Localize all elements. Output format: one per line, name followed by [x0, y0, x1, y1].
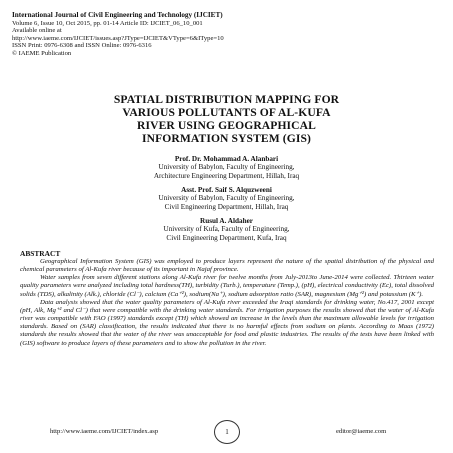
volume-info: Volume 6, Issue 10, Oct 2015, pp. 01-14 Article ID: IJCIET_06_10_001	[12, 19, 203, 27]
abstract-body	[20, 258, 434, 348]
abstract-heading: ABSTRACT	[20, 249, 61, 258]
issn-info: ISSN Print: 0976-6308 and ISSN Online: 0976-6316	[12, 42, 152, 50]
journal-title: International Journal of Civil Engineering and Technology (IJCIET)	[12, 11, 223, 19]
title-line: SPATIAL DISTRIBUTION MAPPING FOR	[113, 93, 340, 106]
issue-url[interactable]: http://www.iaeme.com/IJCIET/issues.asp?JType=IJCIET&VType=6&IType=10	[12, 34, 224, 42]
title-line: RIVER USING GEOGRAPHICAL	[137, 119, 316, 132]
author-affiliation: Civil Engineering Department, Hillah, Iraq	[164, 202, 289, 211]
author-affiliation: University of Babylon, Faculty of Engineering,	[158, 194, 295, 203]
title-line: INFORMATION SYSTEM (GIS)	[141, 132, 312, 145]
author-name: Asst. Prof. Saif S. Alquzweeni	[181, 186, 272, 194]
abstract-paragraph: Geographical Information System (GIS) was employed to produce layers represent the nature of the spatial distribution of the physical and chemical parameters of Al-Kufa river because of its important in Najaf province.	[20, 258, 434, 274]
author-affiliation: University of Kufa, Faculty of Engineering,	[163, 225, 290, 234]
author-affiliation: Civil Engineering Department, Kufa, Iraq	[166, 233, 287, 242]
title-line: VARIOUS POLLUTANTS OF AL-KUFA	[122, 106, 331, 119]
author-block	[60, 155, 393, 180]
paper-title	[30, 93, 423, 145]
abstract-paragraph: Data analysis showed that the water quality parameters of Al-Kufa river exceeded the Iraqi standards for drinking water, No.417, 2001 except (pH, Alk, Mg⁺² and Cl⁻) that were compatible with the drinking water standards. For irrigation purposes the results showed that the water of Al-Kufa river was compatible with FAO (1997) standards except (TH) which showed an increase in the levels than the maximum allowable levels for irrigation standards. Based on (SAR) classification, the results indicated that there is no harmful effects from sodium on plants. According to Maas (1972) standards the results showed that the water of the river was unacceptable for food and plastic industries. The results of the tests have been linked with (GIS) software to produce layers of these parameters and to show the pollution in the river.	[20, 298, 434, 347]
page-number: 1	[214, 420, 240, 444]
author-block	[60, 217, 393, 242]
author-affiliation: University of Babylon, Faculty of Engineering,	[158, 163, 295, 172]
author-name: Rusul A. Aldaher	[200, 217, 253, 225]
author-name: Prof. Dr. Mohammad A. Alanbari	[174, 155, 279, 163]
journal-header	[12, 12, 442, 58]
abstract-paragraph: Water samples from seven different stations along Al-Kufa river for twelve months from July-2013to June-2014 were collected. Thirteen water quality parameters were analyzed including total hardness(TH), turbidity (Turb.), temperature (Temp.), (pH), electrical conductivity (Ec), total dissolved solids (TDS), alkalinity (Alk.), chloride (Cl⁻), calcium (Ca⁺²), sodium(Na⁺), sodium adsorption ratio (SAR), magnesium (Mg⁺²) and potassium (K⁺).	[20, 274, 434, 298]
footer-url[interactable]: http://www.iaeme.com/IJCIET/index.asp	[50, 428, 159, 435]
author-block	[60, 186, 393, 211]
author-affiliation: Architecture Engineering Department, Hillah, Iraq	[153, 171, 300, 180]
publisher: © IAEME Publication	[12, 49, 72, 57]
footer-email[interactable]: editor@iaeme.com	[336, 428, 387, 435]
available-online: Available online at	[12, 27, 62, 35]
